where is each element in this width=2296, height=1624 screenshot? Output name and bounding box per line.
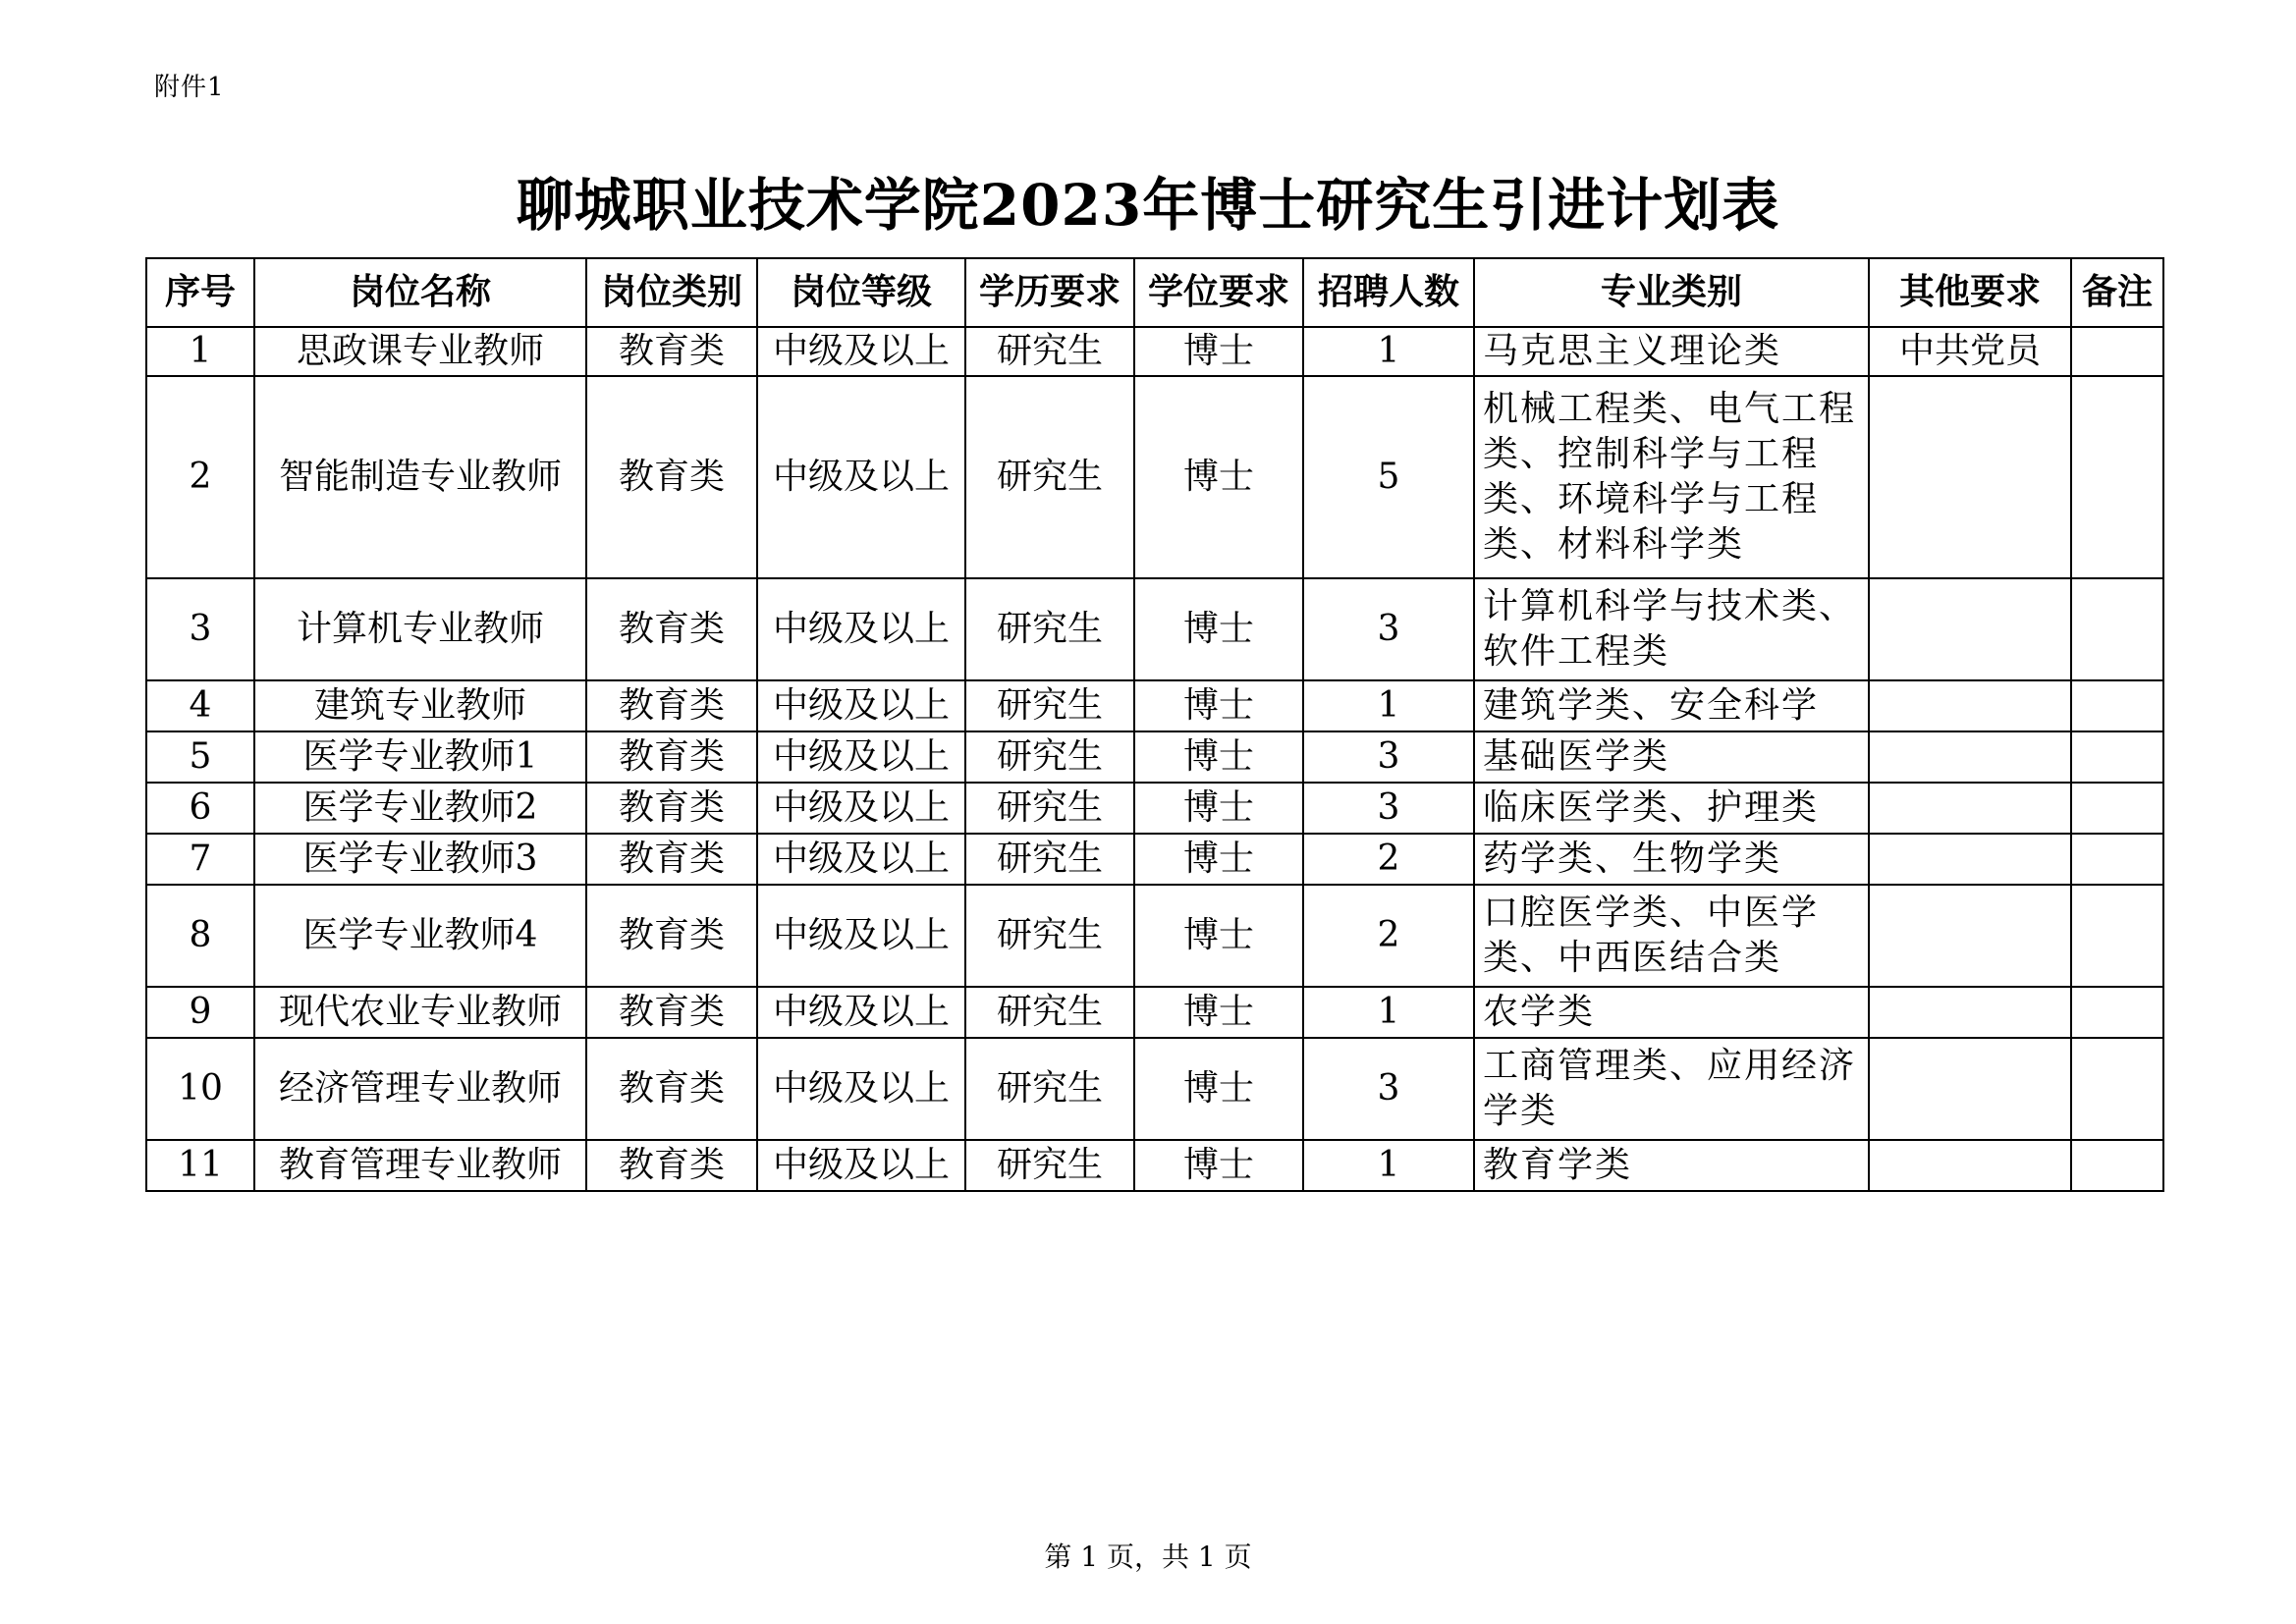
row-number-cell: 4	[146, 680, 254, 731]
degree-cell: 博士	[1134, 578, 1303, 680]
education-cell: 研究生	[965, 731, 1134, 783]
remark-cell	[2071, 834, 2163, 885]
education-cell: 研究生	[965, 885, 1134, 987]
position-name-cell: 教育管理专业教师	[254, 1140, 586, 1191]
headcount-cell: 5	[1303, 376, 1474, 578]
education-cell: 研究生	[965, 834, 1134, 885]
major-cell: 教育学类	[1474, 1140, 1869, 1191]
major-cell: 计算机科学与技术类、软件工程类	[1474, 578, 1869, 680]
major-cell: 工商管理类、应用经济学类	[1474, 1038, 1869, 1140]
position-category-cell: 教育类	[586, 327, 757, 376]
remark-cell	[2071, 1140, 2163, 1191]
other-requirements-cell	[1869, 578, 2071, 680]
table-header-row	[146, 258, 2163, 327]
degree-cell: 博士	[1134, 1038, 1303, 1140]
header-cell: 序号	[146, 258, 254, 327]
headcount-cell: 3	[1303, 1038, 1474, 1140]
position-name-cell: 计算机专业教师	[254, 578, 586, 680]
page-title: 聊城职业技术学院2023年博士研究生引进计划表	[516, 172, 1780, 239]
header-cell: 其他要求	[1869, 258, 2071, 327]
headcount-cell: 1	[1303, 680, 1474, 731]
remark-cell	[2071, 376, 2163, 578]
major-cell: 临床医学类、护理类	[1474, 783, 1869, 834]
major-cell: 农学类	[1474, 987, 1869, 1038]
header-cell: 岗位名称	[254, 258, 586, 327]
position-category-cell: 教育类	[586, 680, 757, 731]
degree-cell: 博士	[1134, 783, 1303, 834]
position-category-cell: 教育类	[586, 1038, 757, 1140]
education-cell: 研究生	[965, 1140, 1134, 1191]
table-row	[146, 680, 2163, 731]
headcount-cell: 2	[1303, 885, 1474, 987]
headcount-cell: 1	[1303, 327, 1474, 376]
other-requirements-cell	[1869, 1038, 2071, 1140]
education-cell: 研究生	[965, 680, 1134, 731]
position-level-cell: 中级及以上	[757, 327, 965, 376]
position-category-cell: 教育类	[586, 1140, 757, 1191]
position-category-cell: 教育类	[586, 834, 757, 885]
other-requirements-cell	[1869, 885, 2071, 987]
headcount-cell: 3	[1303, 783, 1474, 834]
position-level-cell: 中级及以上	[757, 680, 965, 731]
header-cell: 专业类别	[1474, 258, 1869, 327]
position-level-cell: 中级及以上	[757, 376, 965, 578]
remark-cell	[2071, 731, 2163, 783]
other-requirements-cell	[1869, 376, 2071, 578]
other-requirements-cell	[1869, 680, 2071, 731]
table-row	[146, 885, 2163, 987]
table-row	[146, 327, 2163, 376]
position-category-cell: 教育类	[586, 731, 757, 783]
degree-cell: 博士	[1134, 885, 1303, 987]
other-requirements-cell	[1869, 783, 2071, 834]
row-number-cell: 8	[146, 885, 254, 987]
row-number-cell: 10	[146, 1038, 254, 1140]
headcount-cell: 2	[1303, 834, 1474, 885]
headcount-cell: 1	[1303, 1140, 1474, 1191]
table-row	[146, 376, 2163, 578]
row-number-cell: 11	[146, 1140, 254, 1191]
position-name-cell: 医学专业教师2	[254, 783, 586, 834]
position-level-cell: 中级及以上	[757, 885, 965, 987]
headcount-cell: 1	[1303, 987, 1474, 1038]
major-cell: 机械工程类、电气工程类、控制科学与工程类、环境科学与工程类、材料科学类	[1474, 376, 1869, 578]
degree-cell: 博士	[1134, 987, 1303, 1038]
header-cell: 招聘人数	[1303, 258, 1474, 327]
degree-cell: 博士	[1134, 327, 1303, 376]
table-body	[146, 327, 2163, 1191]
row-number-cell: 5	[146, 731, 254, 783]
degree-cell: 博士	[1134, 1140, 1303, 1191]
other-requirements-cell	[1869, 987, 2071, 1038]
position-category-cell: 教育类	[586, 376, 757, 578]
major-cell: 口腔医学类、中医学类、中西医结合类	[1474, 885, 1869, 987]
other-requirements-cell	[1869, 1140, 2071, 1191]
degree-cell: 博士	[1134, 834, 1303, 885]
education-cell: 研究生	[965, 987, 1134, 1038]
remark-cell	[2071, 578, 2163, 680]
education-cell: 研究生	[965, 376, 1134, 578]
major-cell: 马克思主义理论类	[1474, 327, 1869, 376]
major-cell: 基础医学类	[1474, 731, 1869, 783]
remark-cell	[2071, 327, 2163, 376]
other-requirements-cell	[1869, 834, 2071, 885]
degree-cell: 博士	[1134, 731, 1303, 783]
row-number-cell: 6	[146, 783, 254, 834]
position-name-cell: 医学专业教师3	[254, 834, 586, 885]
other-requirements-cell	[1869, 731, 2071, 783]
position-category-cell: 教育类	[586, 783, 757, 834]
position-level-cell: 中级及以上	[757, 834, 965, 885]
other-requirements-cell: 中共党员	[1869, 327, 2071, 376]
position-level-cell: 中级及以上	[757, 731, 965, 783]
row-number-cell: 9	[146, 987, 254, 1038]
recruitment-plan-table	[145, 257, 2164, 1192]
header-cell: 备注	[2071, 258, 2163, 327]
remark-cell	[2071, 680, 2163, 731]
header-cell: 学历要求	[965, 258, 1134, 327]
table-row	[146, 578, 2163, 680]
position-name-cell: 医学专业教师1	[254, 731, 586, 783]
row-number-cell: 1	[146, 327, 254, 376]
remark-cell	[2071, 987, 2163, 1038]
position-level-cell: 中级及以上	[757, 578, 965, 680]
page-footer: 第 1 页，共 1 页	[1044, 1541, 1252, 1573]
position-category-cell: 教育类	[586, 885, 757, 987]
position-level-cell: 中级及以上	[757, 987, 965, 1038]
remark-cell	[2071, 1038, 2163, 1140]
row-number-cell: 7	[146, 834, 254, 885]
position-level-cell: 中级及以上	[757, 1038, 965, 1140]
education-cell: 研究生	[965, 1038, 1134, 1140]
position-category-cell: 教育类	[586, 987, 757, 1038]
remark-cell	[2071, 885, 2163, 987]
major-cell: 药学类、生物学类	[1474, 834, 1869, 885]
position-name-cell: 医学专业教师4	[254, 885, 586, 987]
row-number-cell: 2	[146, 376, 254, 578]
table-row	[146, 731, 2163, 783]
education-cell: 研究生	[965, 783, 1134, 834]
remark-cell	[2071, 783, 2163, 834]
degree-cell: 博士	[1134, 680, 1303, 731]
table-row	[146, 834, 2163, 885]
position-name-cell: 建筑专业教师	[254, 680, 586, 731]
table-row	[146, 987, 2163, 1038]
major-cell: 建筑学类、安全科学	[1474, 680, 1869, 731]
degree-cell: 博士	[1134, 376, 1303, 578]
header-cell: 岗位等级	[757, 258, 965, 327]
position-level-cell: 中级及以上	[757, 1140, 965, 1191]
header-cell: 学位要求	[1134, 258, 1303, 327]
position-name-cell: 智能制造专业教师	[254, 376, 586, 578]
position-name-cell: 现代农业专业教师	[254, 987, 586, 1038]
table-row	[146, 1038, 2163, 1140]
header-cell: 岗位类别	[586, 258, 757, 327]
position-name-cell: 经济管理专业教师	[254, 1038, 586, 1140]
position-category-cell: 教育类	[586, 578, 757, 680]
row-number-cell: 3	[146, 578, 254, 680]
headcount-cell: 3	[1303, 578, 1474, 680]
education-cell: 研究生	[965, 578, 1134, 680]
attachment-label: 附件1	[154, 73, 225, 102]
position-name-cell: 思政课专业教师	[254, 327, 586, 376]
headcount-cell: 3	[1303, 731, 1474, 783]
position-level-cell: 中级及以上	[757, 783, 965, 834]
table-row	[146, 783, 2163, 834]
table-row	[146, 1140, 2163, 1191]
education-cell: 研究生	[965, 327, 1134, 376]
